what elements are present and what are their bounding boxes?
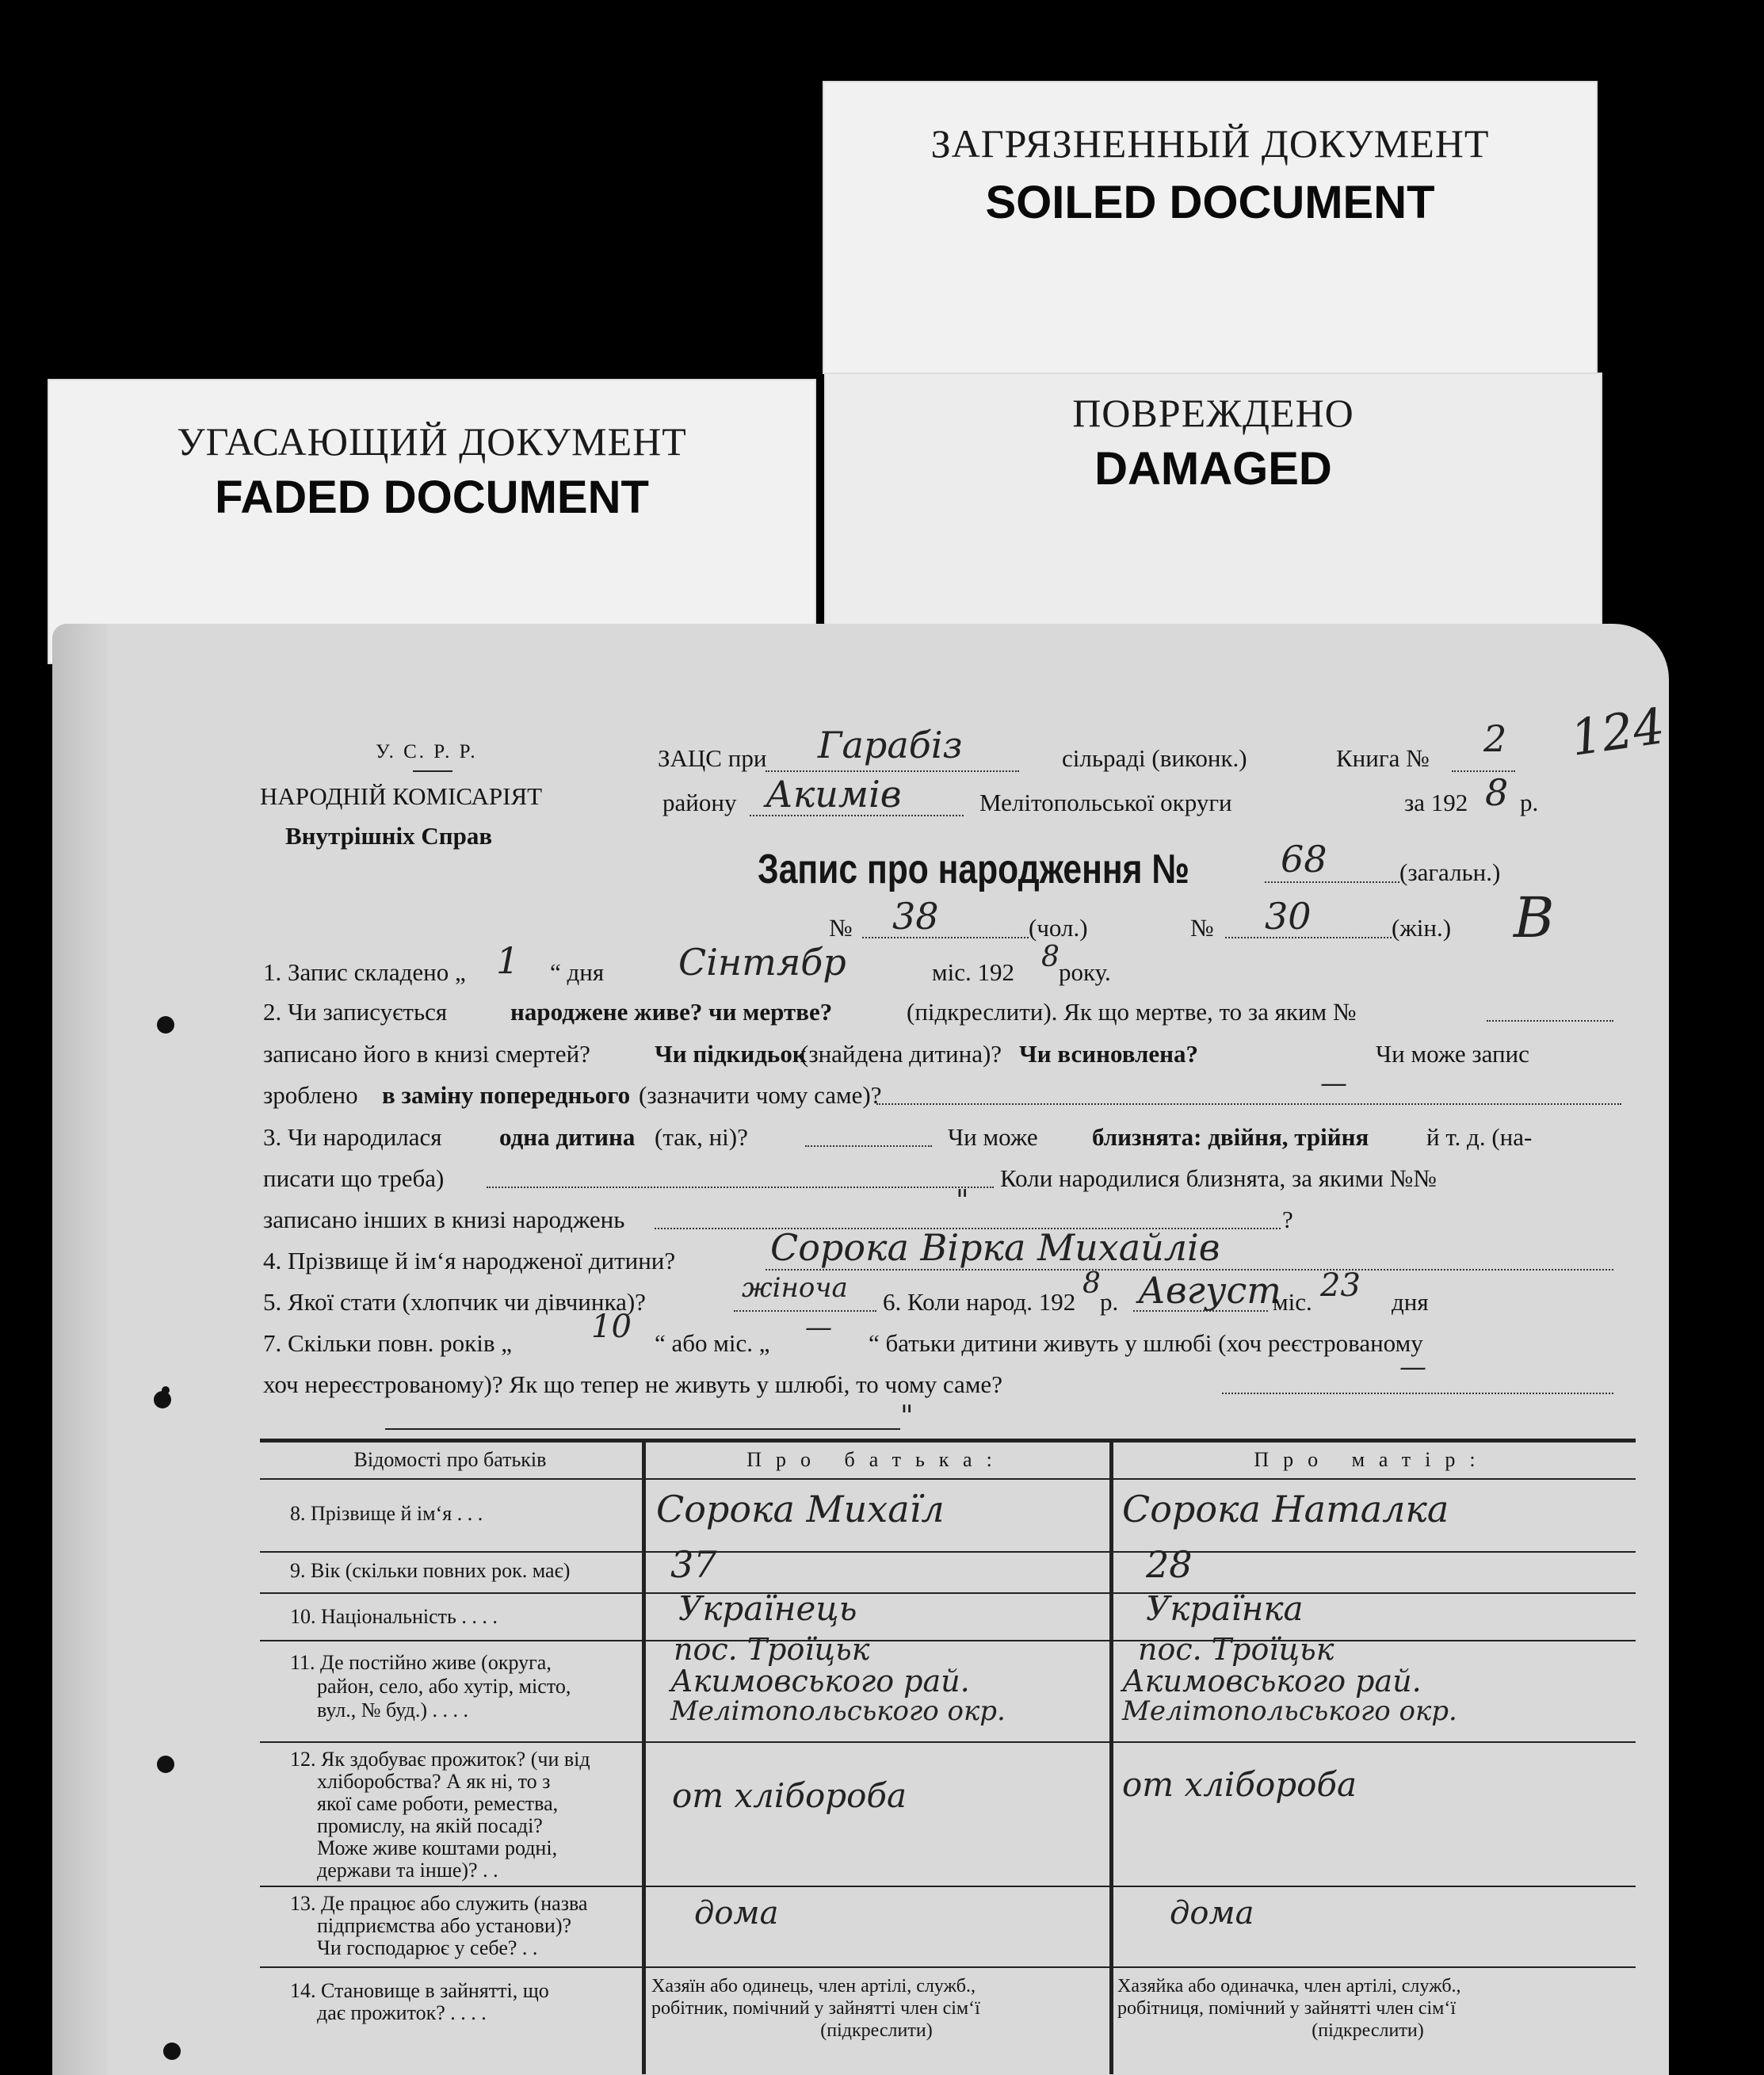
ussr-label: У. С. Р. Р. bbox=[376, 741, 478, 762]
line9e: дня bbox=[1392, 1288, 1429, 1316]
line1-suffix: року. bbox=[1059, 958, 1111, 986]
male-label: (чол.) bbox=[1029, 914, 1088, 942]
row-residence-label-1: 11. Де постійно живе (округа, bbox=[290, 1651, 552, 1674]
line11a: хоч нереєстрованому)? Як що тепер не живуть у шлюбі, то чому саме? bbox=[263, 1370, 1002, 1398]
row-work-label-2: підприємства або установи)? bbox=[317, 1914, 572, 1937]
year-suffix: р. bbox=[1520, 789, 1539, 816]
child-name-handwritten: Сорока Вірка Михайлів bbox=[770, 1226, 1220, 1269]
line10a: 7. Скільки повн. років „ bbox=[263, 1329, 512, 1357]
punch-hole bbox=[162, 1386, 170, 1394]
line3d: Чи всиновлена? bbox=[1019, 1040, 1199, 1068]
dotted-line bbox=[1225, 937, 1392, 938]
line5d: Чи може bbox=[948, 1123, 1038, 1151]
year-handwritten: 8 bbox=[1485, 771, 1509, 814]
male-number-handwritten: 38 bbox=[892, 895, 939, 938]
raion-handwritten: Акимів bbox=[766, 773, 902, 816]
mother-status-3: (підкреслити) bbox=[1312, 2020, 1424, 2041]
female-no-label: № bbox=[1190, 914, 1214, 942]
book-label: Книга № bbox=[1336, 744, 1430, 772]
mother-nationality-handwritten: Українка bbox=[1146, 1589, 1304, 1628]
row-income-label-4: промислу, на якій посаді? bbox=[317, 1814, 543, 1837]
row-work-label-3: Чи господарює у себе? . . bbox=[317, 1936, 538, 1959]
raion-label: району bbox=[662, 789, 737, 816]
card-faded-en: FADED DOCUMENT bbox=[215, 472, 649, 523]
mother-age-handwritten: 28 bbox=[1146, 1543, 1193, 1586]
dotted-line bbox=[1133, 1310, 1268, 1312]
row-income-label-2: хліборобства? А як ні, то з bbox=[317, 1770, 551, 1793]
book-handwritten: 2 bbox=[1483, 717, 1507, 760]
father-income-handwritten: от хлібороба bbox=[672, 1776, 907, 1815]
record-number-handwritten: 68 bbox=[1281, 838, 1327, 881]
birth-month-handwritten: Август bbox=[1138, 1269, 1281, 1312]
row-name-label: 8. Прізвище й ім‘я . . . bbox=[290, 1502, 483, 1525]
internal-affairs-label: Внутрішніх Справ bbox=[285, 822, 493, 850]
line9d: міс. bbox=[1273, 1288, 1312, 1316]
line9a: 5. Якої стати (хлопчик чи дівчинка)? bbox=[263, 1288, 646, 1316]
faded-document-card bbox=[48, 379, 816, 664]
year-label: за 192 bbox=[1404, 789, 1468, 816]
general-label: (загальн.) bbox=[1399, 858, 1501, 886]
table-row-border bbox=[260, 1551, 1636, 1553]
row-income-label-3: якої саме роботи, ремества, bbox=[317, 1792, 559, 1815]
line1-year-handwritten: 8 bbox=[1041, 941, 1060, 973]
line7b: ? bbox=[1282, 1206, 1293, 1233]
birth-day-handwritten: 23 bbox=[1320, 1267, 1361, 1304]
row-work-label-1: 13. Де працює або служить (назва bbox=[290, 1892, 588, 1915]
line11-dash-handwritten: — bbox=[1399, 1351, 1426, 1383]
punch-hole bbox=[154, 1391, 171, 1408]
line2b: народжене живе? чи мертве? bbox=[510, 998, 833, 1026]
father-work-handwritten: дома bbox=[694, 1895, 779, 1932]
mother-status-1: Хазяйка або одиначка, член артілі, служб., bbox=[1117, 1976, 1461, 1997]
line6b: Коли народилися близнята, за якими №№ bbox=[1000, 1164, 1437, 1192]
line4-dash-handwritten: — bbox=[1320, 1068, 1347, 1099]
mother-residence-3: Мелітопольського окр. bbox=[1122, 1695, 1457, 1727]
table-header-info: Відомості про батьків bbox=[353, 1448, 547, 1471]
line5e: близнята: двійня, трійня bbox=[1092, 1123, 1369, 1151]
record-title: Запис про народження № bbox=[758, 846, 1189, 892]
father-residence-1: пос. Троїцьк bbox=[674, 1632, 870, 1667]
line1-day-handwritten: 1 bbox=[496, 939, 520, 982]
margin-number: 124 bbox=[1567, 697, 1668, 767]
mother-work-handwritten: дома bbox=[1170, 1895, 1254, 1932]
marriage-months-handwritten: — bbox=[805, 1312, 832, 1343]
row-residence-label-2: район, село, або хутір, місто, bbox=[317, 1675, 571, 1698]
line1-month-handwritten: Сінтябр bbox=[678, 941, 846, 984]
mother-residence-2: Акимовського рай. bbox=[1122, 1664, 1422, 1699]
table-row-border bbox=[260, 1741, 1636, 1743]
row-income-label-5: Може живе коштами родні, bbox=[317, 1836, 558, 1859]
row-age-label: 9. Вік (скільки повних рок. має) bbox=[290, 1559, 571, 1582]
card-damaged-en: DAMAGED bbox=[1094, 443, 1332, 495]
damaged-card bbox=[824, 373, 1602, 634]
line10b: “ або міс. „ bbox=[655, 1329, 770, 1357]
table-header-father: Про батька: bbox=[746, 1448, 1006, 1471]
dotted-line bbox=[1222, 1393, 1613, 1394]
birth-year-handwritten: 8 bbox=[1082, 1267, 1101, 1300]
handwritten-stroke bbox=[385, 1428, 900, 1430]
father-status-1: Хазяїн або одинець, член артілі, служб., bbox=[651, 1976, 976, 1997]
line3e: Чи може запис bbox=[1376, 1040, 1529, 1068]
mother-name-handwritten: Сорока Наталка bbox=[1122, 1488, 1449, 1530]
punch-hole bbox=[157, 1016, 174, 1034]
table-top-border bbox=[260, 1439, 1636, 1443]
table-col-divider bbox=[1109, 1440, 1113, 2074]
line5f: й т. д. (на- bbox=[1426, 1123, 1533, 1151]
margin-mark: В bbox=[1514, 885, 1555, 950]
line4a: зроблено bbox=[263, 1081, 358, 1109]
table-header-mother: Про матір: bbox=[1254, 1448, 1490, 1471]
dotted-line bbox=[766, 770, 1019, 772]
line1-prefix: 1. Запис складено „ bbox=[263, 958, 466, 986]
table-row-border bbox=[260, 1592, 1636, 1594]
dotted-line bbox=[1265, 881, 1399, 883]
mother-income-handwritten: от хлібороба bbox=[1122, 1765, 1357, 1804]
row-residence-label-3: вул., № буд.) . . . . bbox=[317, 1699, 469, 1722]
line3c: (знайдена дитина)? bbox=[800, 1040, 1002, 1068]
line3b: Чи підкидьок bbox=[655, 1040, 807, 1068]
father-residence-3: Мелітопольського окр. bbox=[670, 1695, 1006, 1727]
female-number-handwritten: 30 bbox=[1265, 895, 1312, 938]
female-label: (жін.) bbox=[1392, 914, 1452, 942]
table-col-divider bbox=[642, 1440, 646, 2074]
row-income-label-6: держави та інше)? . . bbox=[317, 1859, 498, 1882]
mother-status-2: робітниця, помічний у зайнятті член сім‘ї bbox=[1117, 1998, 1456, 2019]
punch-hole bbox=[163, 2043, 181, 2060]
male-no-label: № bbox=[829, 914, 853, 942]
father-age-handwritten: 37 bbox=[670, 1543, 717, 1586]
mother-residence-1: пос. Троїцьк bbox=[1138, 1632, 1334, 1667]
selradi-label: сільраді (виконк.) bbox=[1062, 744, 1247, 772]
line8a: 4. Прізвище й ім‘я народженої дитини? bbox=[263, 1247, 676, 1274]
dotted-line bbox=[487, 1187, 994, 1188]
line7a: записано інших в книзі народжень bbox=[263, 1206, 625, 1233]
line3a: записано його в книзі смертей? bbox=[263, 1040, 590, 1068]
okruha-label: Мелітопольської округи bbox=[979, 789, 1232, 816]
card-soiled-ru: ЗАГРЯЗНЕННЫЙ ДОКУМЕНТ bbox=[930, 121, 1490, 166]
zags-prefix: ЗАЦС при bbox=[658, 744, 767, 772]
line5a: 3. Чи народилася bbox=[263, 1123, 442, 1151]
marriage-years-handwritten: 10 bbox=[591, 1309, 632, 1345]
divider bbox=[413, 770, 452, 772]
father-name-handwritten: Сорока Михаїл bbox=[656, 1488, 945, 1530]
row-income-label-1: 12. Як здобуває прожиток? (чи від bbox=[290, 1748, 590, 1771]
line4c: (зазначити чому саме)? bbox=[639, 1081, 882, 1109]
dotted-line bbox=[876, 1103, 1621, 1105]
punch-hole bbox=[157, 1756, 174, 1773]
father-status-2: робітник, помічний у зайнятті член сім‘ї bbox=[651, 1998, 980, 2019]
dotted-line bbox=[750, 815, 964, 816]
row-nationality-label: 10. Національність . . . . bbox=[290, 1605, 498, 1628]
line2a: 2. Чи записується bbox=[263, 998, 448, 1026]
table-row-border bbox=[260, 1886, 1636, 1887]
dotted-line bbox=[1487, 1020, 1613, 1022]
line9c: р. bbox=[1100, 1288, 1119, 1316]
line1-day-label: “ дня bbox=[550, 958, 605, 986]
table-row-border bbox=[260, 1478, 1636, 1480]
table-row-border bbox=[260, 1966, 1636, 1968]
father-status-3: (підкреслити) bbox=[820, 2020, 933, 2041]
card-faded-ru: УГАСАЮЩИЙ ДОКУМЕНТ bbox=[177, 419, 687, 464]
row-status-label-1: 14. Становище в зайнятті, що bbox=[290, 1979, 549, 2002]
dotted-line bbox=[862, 937, 1029, 938]
father-nationality-handwritten: Українець bbox=[678, 1589, 857, 1628]
line2c: (підкреслити). Як що мертве, то за яким № bbox=[907, 998, 1357, 1026]
line6a: писати що треба) bbox=[263, 1164, 445, 1192]
commissariat-label: НАРОДНІЙ КОМІСАРІЯТ bbox=[260, 782, 543, 810]
dotted-line bbox=[805, 1145, 932, 1147]
card-damaged-ru: ПОВРЕЖДЕНО bbox=[1072, 391, 1354, 435]
father-residence-2: Акимовського рай. bbox=[670, 1664, 970, 1699]
line5c: (так, ні)? bbox=[655, 1123, 748, 1151]
soiled-document-card bbox=[823, 81, 1598, 374]
line1-month-label: міс. 192 bbox=[932, 958, 1014, 986]
zags-handwritten: Гарабіз bbox=[818, 724, 963, 766]
card-soiled-en: SOILED DOCUMENT bbox=[985, 177, 1435, 228]
line10c: “ батьки дитини живуть у шлюбі (хоч реєстрованому bbox=[869, 1329, 1423, 1357]
sex-handwritten: жіноча bbox=[742, 1272, 848, 1304]
line4b: в заміну попереднього bbox=[382, 1081, 631, 1109]
line12-handwritten: " bbox=[900, 1401, 914, 1433]
line7-handwritten: " bbox=[956, 1185, 969, 1217]
table-row-border bbox=[260, 1640, 1636, 1641]
row-status-label-2: дає прожиток? . . . . bbox=[317, 2001, 487, 2024]
line9b: 6. Коли народ. 192 bbox=[883, 1288, 1076, 1316]
birth-record-paper bbox=[52, 624, 1669, 2075]
line5b: одна дитина bbox=[499, 1123, 636, 1151]
